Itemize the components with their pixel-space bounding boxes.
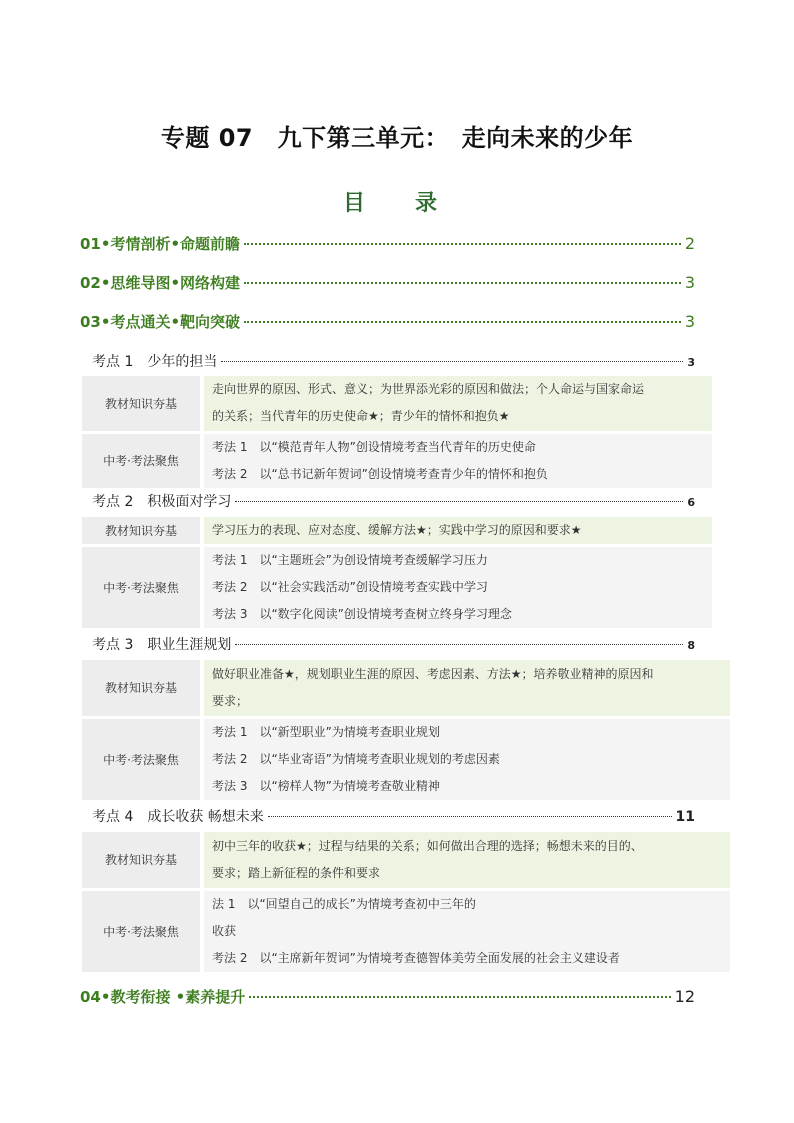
- toc-main-entry[interactable]: [80, 272, 695, 293]
- knowledge-label: 教材知识夯基: [82, 832, 202, 889]
- knowledge-line: 要求；: [212, 693, 249, 708]
- methods-label: 中考·考法聚焦: [82, 717, 202, 801]
- knowledge-label: 教材知识夯基: [82, 517, 202, 546]
- toc-main-entry-label: 01•考情剖析•命题前瞻: [80, 235, 241, 253]
- toc-page-number: 2: [684, 234, 695, 253]
- toc-page-number: 3: [684, 273, 695, 292]
- toc-main-entry-label: 04•教考衔接 •素养提升: [80, 988, 246, 1006]
- toc-sub-entry-label: 考点 1 少年的担当: [92, 354, 218, 370]
- toc-sub-entry-label: 考点 2 积极面对学习: [92, 494, 232, 510]
- dot-leader: [235, 501, 683, 502]
- methods-content: [202, 546, 712, 630]
- dot-leader: [244, 321, 681, 323]
- knowledge-label: 教材知识夯基: [82, 376, 202, 432]
- toc-page-number: 6: [687, 496, 695, 509]
- method-line: 法 1 以“回望自己的成长”为情境考查初中三年的: [212, 896, 476, 911]
- method-line: 考法 1 以“主题班会”为创设情境考查缓解学习压力: [212, 553, 488, 567]
- method-line: 收获: [212, 923, 237, 938]
- toc-sub-entry[interactable]: [92, 806, 695, 826]
- toc-sub-entry-label: 考点 4 成长收获 畅想未来: [92, 809, 264, 825]
- toc-main-entry[interactable]: [80, 311, 695, 332]
- methods-content: [202, 889, 730, 973]
- toc-page-number: 3: [687, 356, 695, 369]
- page-title: 专题 07 九下第三单元： 走向未来的少年: [160, 124, 634, 152]
- dot-leader: [268, 816, 672, 817]
- toc-sub-entry[interactable]: [92, 351, 695, 371]
- section-table: [82, 660, 730, 803]
- toc-main-entry-label: 02•思维导图•网络构建: [80, 274, 241, 292]
- toc-page-number: 8: [687, 639, 695, 652]
- toc-page-number: 3: [684, 312, 695, 331]
- toc-heading: 目 录: [342, 191, 451, 216]
- knowledge-content: [202, 832, 730, 889]
- knowledge-line: 的关系；当代青年的历史使命★；青少年的情怀和抱负★: [212, 409, 510, 424]
- knowledge-content: [202, 376, 712, 432]
- toc-sub-entry[interactable]: [92, 634, 695, 654]
- method-line: 考法 1 以“新型职业”为情境考查职业规划: [212, 724, 440, 739]
- dot-leader: [235, 644, 683, 645]
- section-table: [82, 517, 712, 631]
- toc-main-entry-label: 03•考点通关•靶向突破: [80, 313, 241, 331]
- method-line: 考法 2 以“总书记新年贺词”创设情境考查青少年的情怀和抱负: [212, 466, 548, 481]
- knowledge-label: 教材知识夯基: [82, 660, 202, 717]
- knowledge-content: [202, 660, 730, 717]
- method-line: 考法 3 以“数字化阅读”创设情境考查树立终身学习理念: [212, 607, 512, 621]
- methods-label: 中考·考法聚焦: [82, 889, 202, 973]
- methods-label: 中考·考法聚焦: [82, 432, 202, 489]
- toc-main-entry[interactable]: [80, 986, 695, 1007]
- method-line: 考法 2 以“主席新年贺词”为情境考查德智体美劳全面发展的社会主义建设者: [212, 950, 620, 965]
- knowledge-line: 做好职业准备★，规划职业生涯的原因、考虑因素、方法★；培养敬业精神的原因和: [212, 666, 654, 681]
- methods-label: 中考·考法聚焦: [82, 546, 202, 630]
- toc-page-number: 11: [675, 809, 695, 825]
- toc-sub-entry[interactable]: [92, 491, 695, 511]
- method-line: 考法 1 以“模范青年人物”创设情境考查当代青年的历史使命: [212, 439, 536, 454]
- section-table: [82, 832, 730, 975]
- methods-content: [202, 432, 712, 489]
- toc-sub-entry-label: 考点 3 职业生涯规划: [92, 637, 232, 653]
- toc-main-entry[interactable]: [80, 233, 695, 254]
- knowledge-line: 学习压力的表现、应对态度、缓解方法★；实践中学习的原因和要求★: [212, 523, 582, 537]
- method-line: 考法 3 以“榜样人物”为情境考查敬业精神: [212, 778, 440, 793]
- method-line: 考法 2 以“社会实践活动”创设情境考查实践中学习: [212, 580, 488, 594]
- methods-content: [202, 717, 730, 801]
- method-line: 考法 2 以“毕业寄语”为情境考查职业规划的考虑因素: [212, 751, 500, 766]
- knowledge-line: 要求；踏上新征程的条件和要求: [212, 865, 381, 880]
- toc-page-number: 12: [674, 987, 695, 1006]
- knowledge-line: 走向世界的原因、形式、意义；为世界添光彩的原因和做法；个人命运与国家命运: [212, 382, 645, 397]
- dot-leader: [244, 243, 681, 245]
- dot-leader: [221, 361, 683, 362]
- dot-leader: [249, 996, 670, 998]
- knowledge-content: [202, 517, 712, 546]
- dot-leader: [244, 282, 681, 284]
- knowledge-line: 初中三年的收获★；过程与结果的关系；如何做出合理的选择；畅想未来的目的、: [212, 838, 643, 853]
- section-table: [82, 376, 712, 491]
